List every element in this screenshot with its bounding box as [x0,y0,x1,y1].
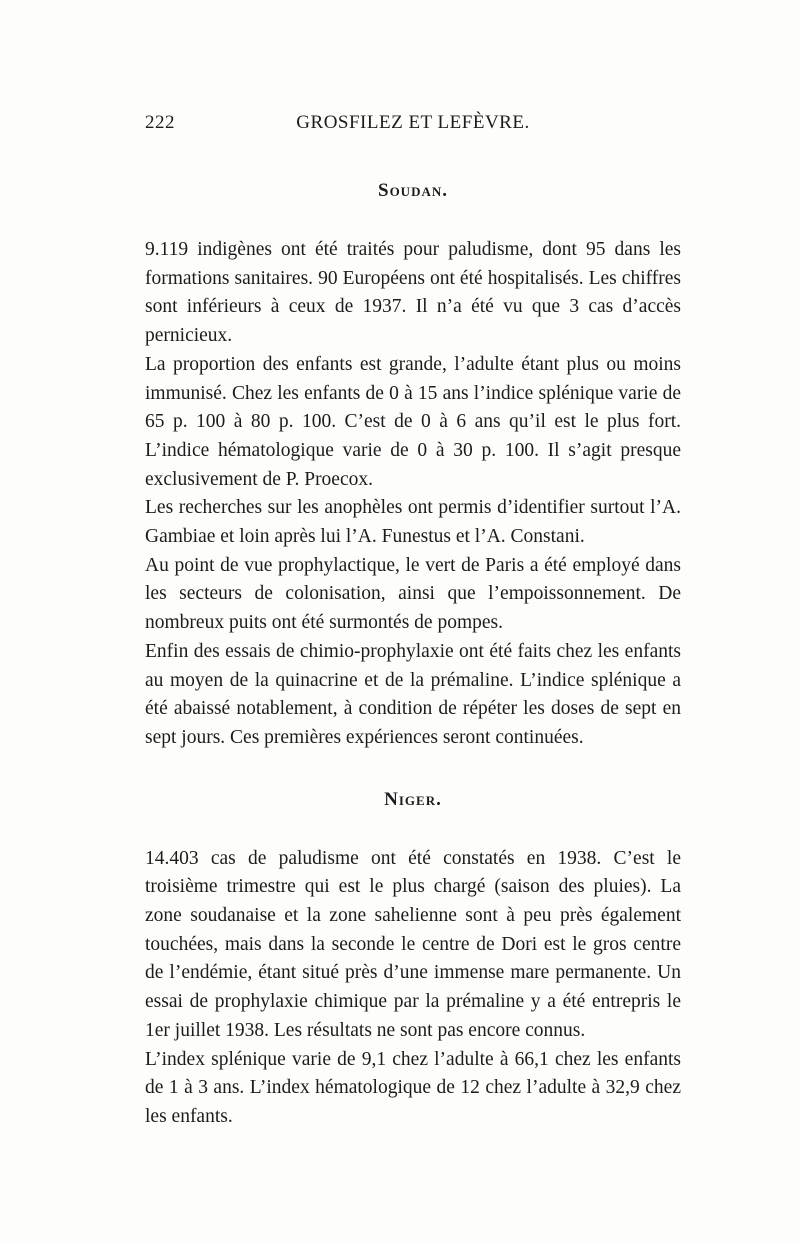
header-title: GROSFILEZ ET LEFÈVRE. [296,112,530,133]
section-soudan [145,236,681,753]
section-heading-niger: Niger. [384,788,442,810]
paragraph: Enfin des essais de chimio-prophylaxie ont été faits chez les enfants au moyen de la quinacrine et de la prémaline. L’indice splénique a été abaissé notablement, à condition de répéter les doses de sept en sept jours. Ces premières expériences seront continuées. [145,640,681,748]
paragraph: L’index splénique varie de 9,1 chez l’adulte à 66,1 chez les enfants de 1 à 3 ans. L’index hématologique de 12 chez l’adulte à 32,9 chez les enfants. [145,1048,681,1127]
paragraph: 9.119 indigènes ont été traités pour paludisme, dont 95 dans les formations sanitaires. 90 Européens ont été hospitalisés. Les chiffres sont inférieurs à ceux de 1937. Il n’a été vu que 3 cas d’accès pernicieux. [145,239,681,347]
running-head [145,112,681,142]
paragraph: Au point de vue prophylactique, le vert de Paris a été employé dans les secteurs de colonisation, ainsi que l’empoissonnement. De nombreux puits ont été surmontés de pompes. [145,554,681,634]
section-niger [145,845,681,1132]
section-heading-soudan: Soudan. [378,180,448,201]
paragraph: Les recherches sur les anophèles ont permis d’identifier surtout l’A. Gambiae et loin après lui l’A. Funestus et l’A. Constani. [145,497,681,548]
paragraph: La proportion des enfants est grande, l’adulte étant plus ou moins immunisé. Chez les enfants de 0 à 15 ans l’indice splénique varie de 65 p. 100 à 80 p. 100. C’est de 0 à 6 ans qu’il est le plus fort. L’indice hématologique varie de 0 à 30 p. 100. Il s’agit presque exclusivement de P. Proecox. [145,353,681,490]
page-number: 222 [145,112,175,133]
document-page [145,112,681,1132]
paragraph: 14.403 cas de paludisme ont été constatés en 1938. C’est le troisième trimestre qui est le plus chargé (saison des pluies). La zone soudanaise et la zone sahelienne sont à peu près également touchées, mais dans la seconde le centre de Dori est le gros centre de l’endémie, étant situé près d’une immense mare permanente. Un essai de prophylaxie chimique par la prémaline y a été entrepris le 1er juillet 1938. Les résultats ne sont pas encore connus. [145,847,681,1041]
